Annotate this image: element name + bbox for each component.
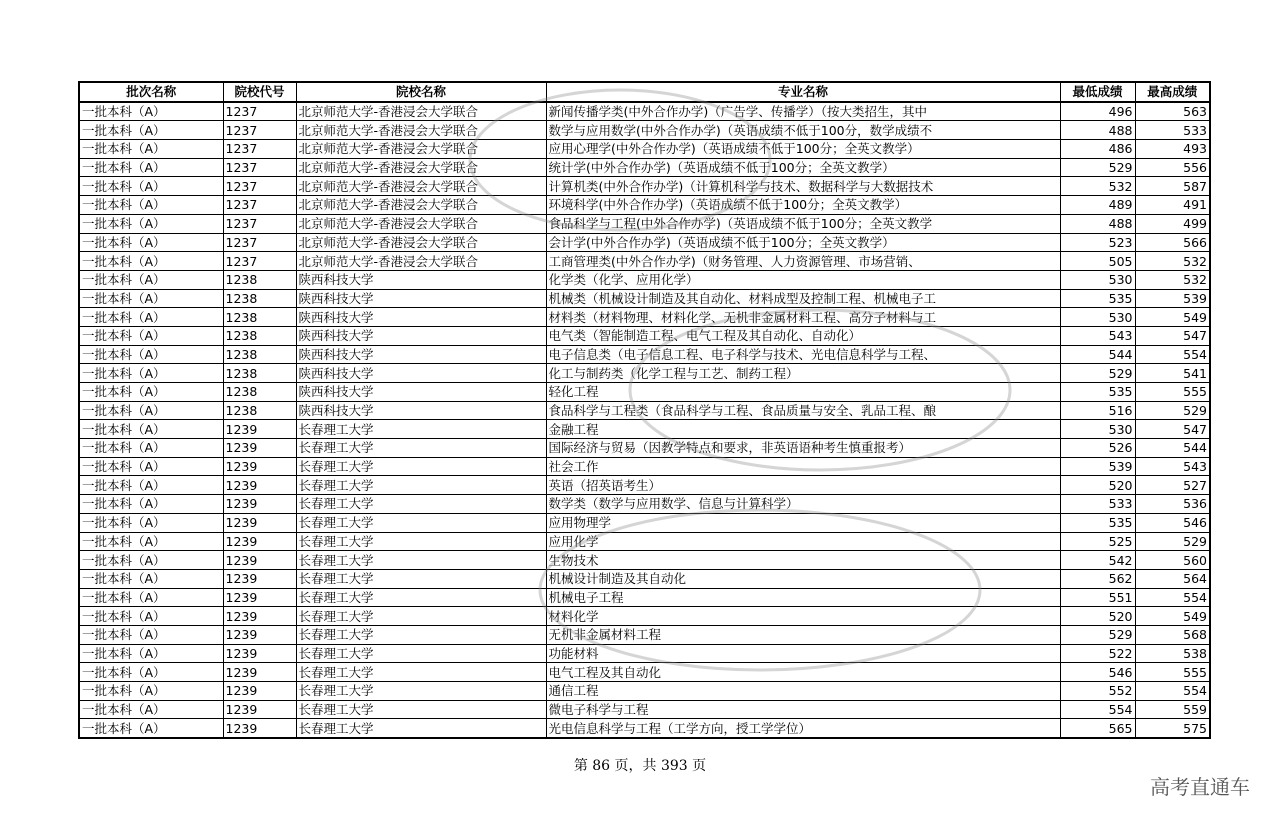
max-score-cell: 546 [1135, 513, 1210, 532]
batch-cell: 一批本科（A） [79, 700, 223, 719]
max-score-cell: 532 [1135, 270, 1210, 289]
min-score-cell: 543 [1060, 326, 1135, 345]
table-row [79, 644, 1210, 663]
major-name-cell: 化学类（化学、应用化学） [546, 270, 1060, 289]
max-score-cell: 566 [1135, 233, 1210, 252]
school-name-cell: 长春理工大学 [296, 476, 546, 495]
max-score-cell: 587 [1135, 177, 1210, 196]
major-name-cell: 通信工程 [546, 682, 1060, 701]
school-code-cell: 1237 [223, 252, 296, 271]
major-name-cell: 应用物理学 [546, 513, 1060, 532]
school-name-cell: 长春理工大学 [296, 644, 546, 663]
batch-cell: 一批本科（A） [79, 196, 223, 215]
table-row [79, 625, 1210, 644]
major-name-cell: 社会工作 [546, 457, 1060, 476]
batch-cell: 一批本科（A） [79, 439, 223, 458]
min-score-cell: 489 [1060, 196, 1135, 215]
major-name-cell: 数学类（数学与应用数学、信息与计算科学） [546, 495, 1060, 514]
table-row [79, 476, 1210, 495]
max-score-cell: 544 [1135, 439, 1210, 458]
school-code-cell: 1237 [223, 196, 296, 215]
major-name-cell: 材料类（材料物理、材料化学、无机非金属材料工程、高分子材料与工 [546, 308, 1060, 327]
school-code-cell: 1238 [223, 289, 296, 308]
table-row [79, 401, 1210, 420]
table-row [79, 140, 1210, 159]
min-score-cell: 535 [1060, 289, 1135, 308]
school-code-cell: 1239 [223, 700, 296, 719]
min-score-cell: 530 [1060, 420, 1135, 439]
major-name-cell: 食品科学与工程类（食品科学与工程、食品质量与安全、乳品工程、酿 [546, 401, 1060, 420]
batch-cell: 一批本科（A） [79, 513, 223, 532]
school-code-cell: 1239 [223, 532, 296, 551]
min-score-cell: 546 [1060, 663, 1135, 682]
school-name-cell: 长春理工大学 [296, 551, 546, 570]
max-score-cell: 541 [1135, 364, 1210, 383]
batch-cell: 一批本科（A） [79, 326, 223, 345]
min-score-cell: 529 [1060, 158, 1135, 177]
min-score-cell: 530 [1060, 308, 1135, 327]
school-name-cell: 陕西科技大学 [296, 383, 546, 402]
score-table-container [78, 81, 1209, 739]
school-name-cell: 陕西科技大学 [296, 401, 546, 420]
table-row [79, 607, 1210, 626]
major-name-cell: 光电信息科学与工程（工学方向，授工学学位） [546, 719, 1060, 738]
school-name-cell: 北京师范大学-香港浸会大学联合 [296, 102, 546, 121]
table-body [79, 102, 1210, 738]
min-score-cell: 523 [1060, 233, 1135, 252]
min-score-cell: 554 [1060, 700, 1135, 719]
school-name-cell: 陕西科技大学 [296, 364, 546, 383]
min-score-cell: 496 [1060, 102, 1135, 121]
major-name-cell: 化工与制药类（化学工程与工艺、制药工程） [546, 364, 1060, 383]
school-code-cell: 1237 [223, 140, 296, 159]
min-score-cell: 488 [1060, 121, 1135, 140]
batch-cell: 一批本科（A） [79, 177, 223, 196]
table-row [79, 719, 1210, 738]
school-name-cell: 长春理工大学 [296, 532, 546, 551]
school-code-cell: 1239 [223, 719, 296, 738]
batch-cell: 一批本科（A） [79, 233, 223, 252]
school-code-cell: 1239 [223, 682, 296, 701]
min-score-cell: 533 [1060, 495, 1135, 514]
brand-watermark: 高考直通车 [1150, 775, 1250, 799]
header-school-name: 院校名称 [296, 82, 546, 102]
major-name-cell: 轻化工程 [546, 383, 1060, 402]
max-score-cell: 559 [1135, 700, 1210, 719]
min-score-cell: 520 [1060, 607, 1135, 626]
table-row [79, 214, 1210, 233]
max-score-cell: 547 [1135, 420, 1210, 439]
school-code-cell: 1238 [223, 308, 296, 327]
batch-cell: 一批本科（A） [79, 345, 223, 364]
min-score-cell: 505 [1060, 252, 1135, 271]
school-name-cell: 北京师范大学-香港浸会大学联合 [296, 177, 546, 196]
batch-cell: 一批本科（A） [79, 121, 223, 140]
batch-cell: 一批本科（A） [79, 588, 223, 607]
school-name-cell: 陕西科技大学 [296, 270, 546, 289]
major-name-cell: 生物技术 [546, 551, 1060, 570]
major-name-cell: 英语（招英语考生） [546, 476, 1060, 495]
header-max-score: 最高成绩 [1135, 82, 1210, 102]
table-row [79, 233, 1210, 252]
batch-cell: 一批本科（A） [79, 457, 223, 476]
school-code-cell: 1239 [223, 457, 296, 476]
max-score-cell: 549 [1135, 607, 1210, 626]
max-score-cell: 538 [1135, 644, 1210, 663]
major-name-cell: 数学与应用数学(中外合作办学)（英语成绩不低于100分，数学成绩不 [546, 121, 1060, 140]
school-name-cell: 长春理工大学 [296, 569, 546, 588]
school-code-cell: 1239 [223, 420, 296, 439]
school-name-cell: 北京师范大学-香港浸会大学联合 [296, 214, 546, 233]
table-row [79, 420, 1210, 439]
school-name-cell: 长春理工大学 [296, 495, 546, 514]
max-score-cell: 554 [1135, 588, 1210, 607]
min-score-cell: 532 [1060, 177, 1135, 196]
table-row [79, 532, 1210, 551]
batch-cell: 一批本科（A） [79, 140, 223, 159]
table-row [79, 700, 1210, 719]
batch-cell: 一批本科（A） [79, 495, 223, 514]
header-major-name: 专业名称 [546, 82, 1060, 102]
table-row [79, 102, 1210, 121]
school-name-cell: 长春理工大学 [296, 700, 546, 719]
max-score-cell: 554 [1135, 682, 1210, 701]
table-row [79, 457, 1210, 476]
batch-cell: 一批本科（A） [79, 420, 223, 439]
school-name-cell: 北京师范大学-香港浸会大学联合 [296, 121, 546, 140]
major-name-cell: 机械设计制造及其自动化 [546, 569, 1060, 588]
major-name-cell: 机械电子工程 [546, 588, 1060, 607]
batch-cell: 一批本科（A） [79, 476, 223, 495]
school-code-cell: 1238 [223, 383, 296, 402]
table-row [79, 364, 1210, 383]
table-row [79, 121, 1210, 140]
min-score-cell: 522 [1060, 644, 1135, 663]
school-code-cell: 1239 [223, 551, 296, 570]
max-score-cell: 575 [1135, 719, 1210, 738]
max-score-cell: 536 [1135, 495, 1210, 514]
table-row [79, 252, 1210, 271]
max-score-cell: 556 [1135, 158, 1210, 177]
batch-cell: 一批本科（A） [79, 252, 223, 271]
major-name-cell: 微电子科学与工程 [546, 700, 1060, 719]
min-score-cell: 552 [1060, 682, 1135, 701]
major-name-cell: 机械类（机械设计制造及其自动化、材料成型及控制工程、机械电子工 [546, 289, 1060, 308]
school-code-cell: 1237 [223, 233, 296, 252]
school-name-cell: 长春理工大学 [296, 682, 546, 701]
school-code-cell: 1237 [223, 158, 296, 177]
batch-cell: 一批本科（A） [79, 719, 223, 738]
school-code-cell: 1239 [223, 569, 296, 588]
school-code-cell: 1237 [223, 121, 296, 140]
school-name-cell: 陕西科技大学 [296, 308, 546, 327]
school-code-cell: 1239 [223, 625, 296, 644]
batch-cell: 一批本科（A） [79, 569, 223, 588]
batch-cell: 一批本科（A） [79, 551, 223, 570]
school-code-cell: 1237 [223, 214, 296, 233]
batch-cell: 一批本科（A） [79, 625, 223, 644]
max-score-cell: 543 [1135, 457, 1210, 476]
min-score-cell: 520 [1060, 476, 1135, 495]
header-batch: 批次名称 [79, 82, 223, 102]
major-name-cell: 应用心理学(中外合作办学)（英语成绩不低于100分；全英文教学） [546, 140, 1060, 159]
major-name-cell: 统计学(中外合作办学)（英语成绩不低于100分；全英文教学） [546, 158, 1060, 177]
major-name-cell: 新闻传播学类(中外合作办学)（广告学、传播学）（按大类招生，其中 [546, 102, 1060, 121]
max-score-cell: 532 [1135, 252, 1210, 271]
batch-cell: 一批本科（A） [79, 214, 223, 233]
batch-cell: 一批本科（A） [79, 607, 223, 626]
min-score-cell: 535 [1060, 513, 1135, 532]
score-table [78, 81, 1211, 739]
school-name-cell: 陕西科技大学 [296, 345, 546, 364]
max-score-cell: 555 [1135, 663, 1210, 682]
max-score-cell: 539 [1135, 289, 1210, 308]
min-score-cell: 530 [1060, 270, 1135, 289]
school-name-cell: 长春理工大学 [296, 513, 546, 532]
school-name-cell: 长春理工大学 [296, 457, 546, 476]
major-name-cell: 金融工程 [546, 420, 1060, 439]
header-school-code: 院校代号 [223, 82, 296, 102]
school-code-cell: 1239 [223, 476, 296, 495]
major-name-cell: 电气类（智能制造工程、电气工程及其自动化、自动化） [546, 326, 1060, 345]
major-name-cell: 材料化学 [546, 607, 1060, 626]
max-score-cell: 529 [1135, 532, 1210, 551]
min-score-cell: 544 [1060, 345, 1135, 364]
major-name-cell: 国际经济与贸易（因教学特点和要求，非英语语种考生慎重报考） [546, 439, 1060, 458]
major-name-cell: 电子信息类（电子信息工程、电子科学与技术、光电信息科学与工程、 [546, 345, 1060, 364]
major-name-cell: 应用化学 [546, 532, 1060, 551]
max-score-cell: 529 [1135, 401, 1210, 420]
table-row [79, 588, 1210, 607]
major-name-cell: 食品科学与工程(中外合作办学)（英语成绩不低于100分；全英文教学 [546, 214, 1060, 233]
min-score-cell: 488 [1060, 214, 1135, 233]
batch-cell: 一批本科（A） [79, 401, 223, 420]
table-row [79, 289, 1210, 308]
major-name-cell: 无机非金属材料工程 [546, 625, 1060, 644]
school-name-cell: 陕西科技大学 [296, 326, 546, 345]
min-score-cell: 525 [1060, 532, 1135, 551]
school-code-cell: 1239 [223, 663, 296, 682]
min-score-cell: 486 [1060, 140, 1135, 159]
batch-cell: 一批本科（A） [79, 364, 223, 383]
major-name-cell: 环境科学(中外合作办学)（英语成绩不低于100分；全英文教学） [546, 196, 1060, 215]
min-score-cell: 529 [1060, 625, 1135, 644]
table-row [79, 495, 1210, 514]
school-code-cell: 1237 [223, 102, 296, 121]
major-name-cell: 工商管理类(中外合作办学)（财务管理、人力资源管理、市场营销、 [546, 252, 1060, 271]
table-row [79, 177, 1210, 196]
batch-cell: 一批本科（A） [79, 308, 223, 327]
school-code-cell: 1237 [223, 177, 296, 196]
max-score-cell: 560 [1135, 551, 1210, 570]
table-row [79, 270, 1210, 289]
table-row [79, 326, 1210, 345]
table-row [79, 682, 1210, 701]
batch-cell: 一批本科（A） [79, 383, 223, 402]
school-name-cell: 长春理工大学 [296, 439, 546, 458]
min-score-cell: 535 [1060, 383, 1135, 402]
school-name-cell: 陕西科技大学 [296, 289, 546, 308]
school-name-cell: 长春理工大学 [296, 588, 546, 607]
table-row [79, 551, 1210, 570]
school-code-cell: 1239 [223, 439, 296, 458]
school-code-cell: 1238 [223, 401, 296, 420]
batch-cell: 一批本科（A） [79, 270, 223, 289]
school-name-cell: 长春理工大学 [296, 625, 546, 644]
school-name-cell: 北京师范大学-香港浸会大学联合 [296, 140, 546, 159]
max-score-cell: 564 [1135, 569, 1210, 588]
school-name-cell: 北京师范大学-香港浸会大学联合 [296, 158, 546, 177]
min-score-cell: 542 [1060, 551, 1135, 570]
table-row [79, 196, 1210, 215]
max-score-cell: 499 [1135, 214, 1210, 233]
batch-cell: 一批本科（A） [79, 644, 223, 663]
school-code-cell: 1238 [223, 345, 296, 364]
school-code-cell: 1238 [223, 270, 296, 289]
major-name-cell: 计算机类(中外合作办学)（计算机科学与技术、数据科学与大数据技术 [546, 177, 1060, 196]
school-code-cell: 1239 [223, 495, 296, 514]
batch-cell: 一批本科（A） [79, 158, 223, 177]
school-code-cell: 1239 [223, 513, 296, 532]
min-score-cell: 526 [1060, 439, 1135, 458]
max-score-cell: 493 [1135, 140, 1210, 159]
batch-cell: 一批本科（A） [79, 532, 223, 551]
max-score-cell: 563 [1135, 102, 1210, 121]
table-row [79, 383, 1210, 402]
school-name-cell: 北京师范大学-香港浸会大学联合 [296, 196, 546, 215]
min-score-cell: 529 [1060, 364, 1135, 383]
max-score-cell: 533 [1135, 121, 1210, 140]
school-code-cell: 1239 [223, 644, 296, 663]
max-score-cell: 555 [1135, 383, 1210, 402]
max-score-cell: 568 [1135, 625, 1210, 644]
batch-cell: 一批本科（A） [79, 682, 223, 701]
table-header-row [79, 82, 1210, 102]
school-name-cell: 长春理工大学 [296, 719, 546, 738]
major-name-cell: 电气工程及其自动化 [546, 663, 1060, 682]
min-score-cell: 562 [1060, 569, 1135, 588]
min-score-cell: 539 [1060, 457, 1135, 476]
school-name-cell: 长春理工大学 [296, 663, 546, 682]
school-name-cell: 长春理工大学 [296, 607, 546, 626]
table-row [79, 569, 1210, 588]
min-score-cell: 551 [1060, 588, 1135, 607]
table-row [79, 663, 1210, 682]
max-score-cell: 547 [1135, 326, 1210, 345]
school-code-cell: 1238 [223, 326, 296, 345]
school-name-cell: 北京师范大学-香港浸会大学联合 [296, 252, 546, 271]
min-score-cell: 516 [1060, 401, 1135, 420]
header-min-score: 最低成绩 [1060, 82, 1135, 102]
min-score-cell: 565 [1060, 719, 1135, 738]
max-score-cell: 549 [1135, 308, 1210, 327]
max-score-cell: 527 [1135, 476, 1210, 495]
table-row [79, 158, 1210, 177]
school-code-cell: 1238 [223, 364, 296, 383]
batch-cell: 一批本科（A） [79, 289, 223, 308]
batch-cell: 一批本科（A） [79, 102, 223, 121]
page-footer: 第 86 页，共 393 页 [573, 758, 707, 774]
table-row [79, 345, 1210, 364]
school-code-cell: 1239 [223, 588, 296, 607]
batch-cell: 一批本科（A） [79, 663, 223, 682]
major-name-cell: 会计学(中外合作办学)（英语成绩不低于100分；全英文教学） [546, 233, 1060, 252]
table-row [79, 308, 1210, 327]
max-score-cell: 491 [1135, 196, 1210, 215]
school-code-cell: 1239 [223, 607, 296, 626]
school-name-cell: 北京师范大学-香港浸会大学联合 [296, 233, 546, 252]
major-name-cell: 功能材料 [546, 644, 1060, 663]
table-row [79, 439, 1210, 458]
table-row [79, 513, 1210, 532]
school-name-cell: 长春理工大学 [296, 420, 546, 439]
max-score-cell: 554 [1135, 345, 1210, 364]
